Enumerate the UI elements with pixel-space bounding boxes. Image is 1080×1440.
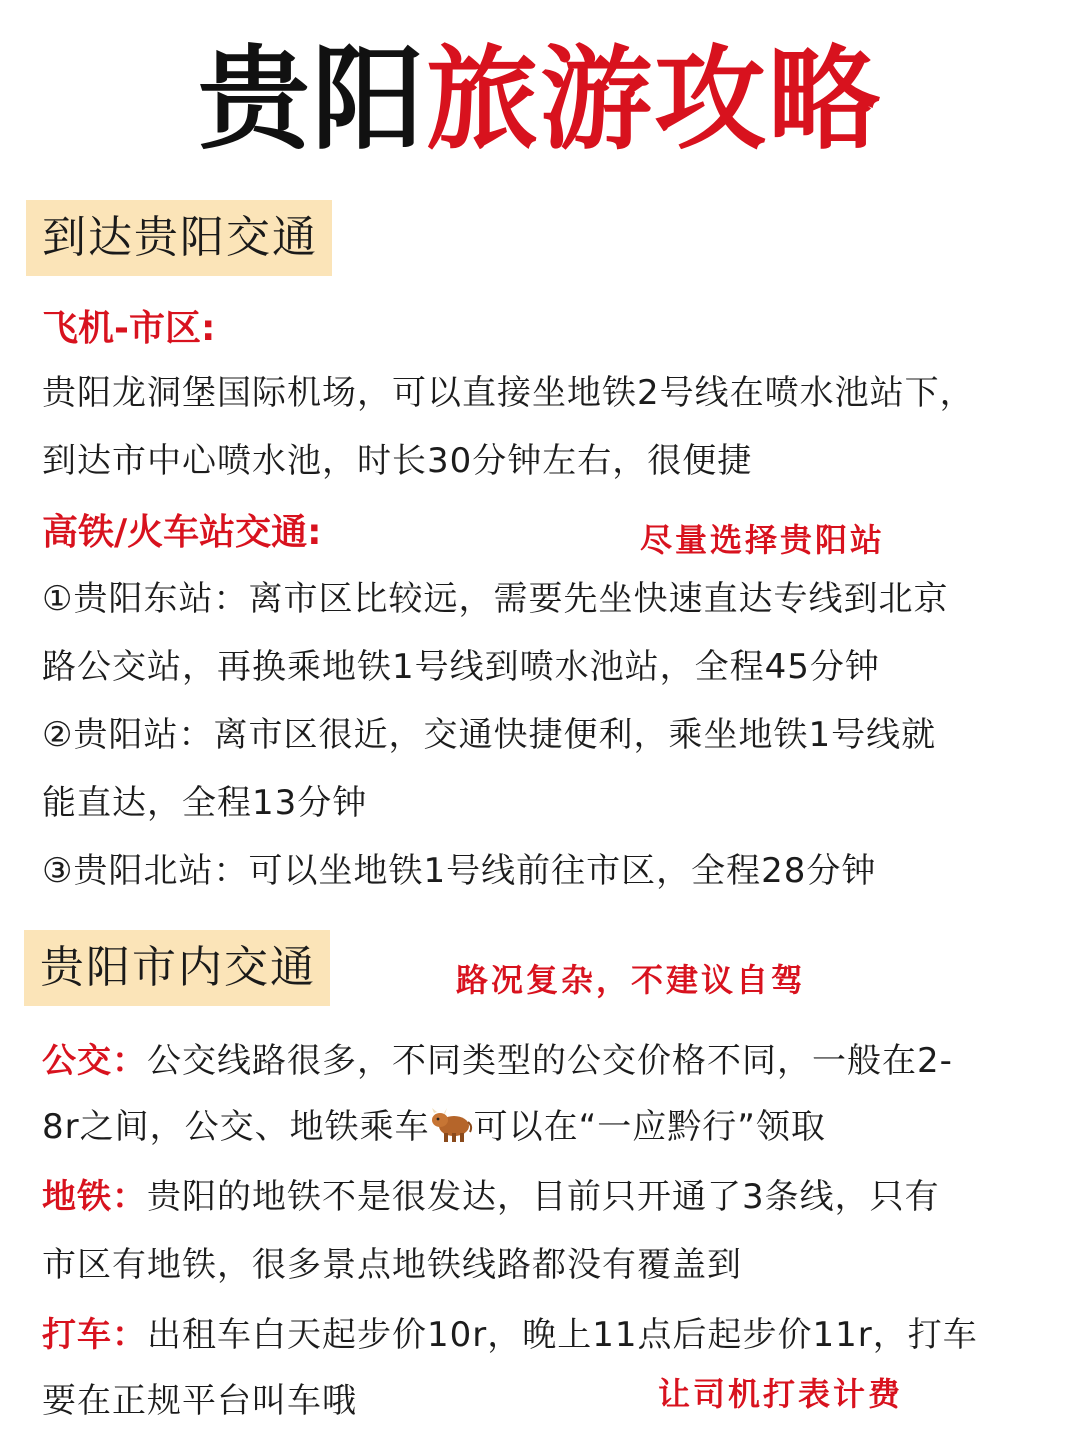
rail-label: 高铁/火车站交通: [42,512,322,553]
plane-label: 飞机-市区: [42,308,216,349]
metro-line-1 [42,1172,940,1222]
rail-line-5: ③贵阳北站：可以坐地铁1号线前往市区，全程28分钟 [42,851,877,891]
plane-line-1: 贵阳龙洞堡国际机场，可以直接坐地铁2号线在喷水池站下， [42,373,975,413]
metro-text-1: 贵阳的地铁不是很发达，目前只开通了3条线，只有 [147,1177,940,1217]
title-black-part: 贵阳 [198,34,426,165]
rail-line-1: ①贵阳东站：离市区比较远，需要先坐快速直达专线到北京 [42,579,949,619]
city-note: 路况复杂，不建议自驾 [456,961,807,999]
metro-line-2: 市区有地铁，很多景点地铁线路都没有覆盖到 [42,1245,742,1285]
plane-line-2: 到达市中心喷水池，时长30分钟左右，很便捷 [42,441,753,481]
bus-text-1: 公交线路很多，不同类型的公交价格不同，一般在2- [147,1041,953,1081]
bus-label: 公交： [42,1041,147,1081]
page-title [0,30,1080,170]
bus-text-2b: 可以在“一应黔行”领取 [473,1107,826,1147]
cow-icon [430,1104,474,1158]
rail-note: 尽量选择贵阳站 [640,521,886,559]
bus-line-1 [42,1036,953,1086]
section-heading-arrival: 到达贵阳交通 [26,200,332,276]
rail-line-3: ②贵阳站：离市区很近，交通快捷便利，乘坐地铁1号线就 [42,715,937,755]
bus-text-2a: 8r之间，公交、地铁乘车 [42,1107,430,1147]
bus-line-2 [42,1102,826,1158]
rail-line-4: 能直达，全程13分钟 [42,783,368,823]
metro-label: 地铁： [42,1177,147,1217]
taxi-text-1: 出租车白天起步价10r，晚上11点后起步价11r，打车 [147,1315,978,1355]
section-heading-city: 贵阳市内交通 [24,930,330,1006]
taxi-line-2: 要在正规平台叫车哦 [42,1381,357,1421]
rail-line-2: 路公交站，再换乘地铁1号线到喷水池站，全程45分钟 [42,647,880,687]
title-red-part: 旅游攻略 [426,34,882,165]
taxi-note: 让司机打表计费 [658,1375,904,1413]
taxi-label: 打车： [42,1315,147,1355]
taxi-line-1 [42,1310,978,1360]
